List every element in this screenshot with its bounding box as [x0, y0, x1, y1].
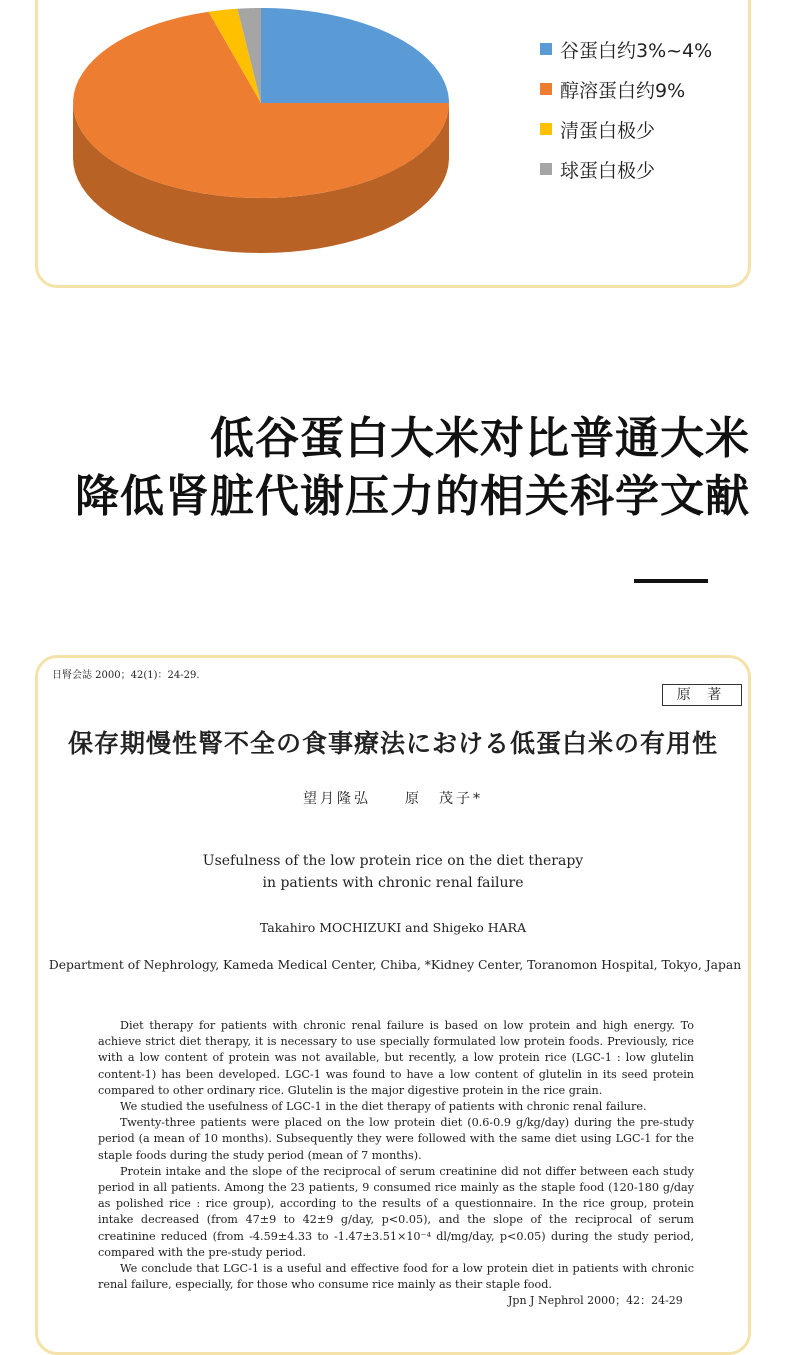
- japanese-authors: 望月隆弘 原 茂子*: [303, 791, 483, 807]
- legend-label: 清蛋白极少: [560, 119, 656, 142]
- pie-slice-glutelin: [261, 8, 449, 103]
- english-title-line-1: Usefulness of the low protein rice on the diet therapy: [202, 853, 584, 869]
- pie-legend: [540, 29, 712, 189]
- abstract-paragraph: We conclude that LGC-1 is a useful and effective food for a low protein diet in patients with chronic renal failure, especially, for those who consume rice mainly as their staple food.: [98, 1262, 694, 1292]
- journal-reference: 日腎会誌 2000；42(1)：24-29.: [52, 670, 200, 681]
- article-type-label: 原 著: [662, 684, 742, 706]
- abstract-paragraph: Protein intake and the slope of the reciprocal of serum creatinine did not differ between each study period in all patients. Among the 23 patients, 9 consumed rice mainly as the staple food (120-180 g/day as polished rice : rice group), according to the results of a questionnaire. In the rice group, protein intake decreased (from 47±9 to 42±9 g/day, p<0.05), and the slope of the reciprocal of serum creatinine reduced (from -4.59±4.33 to -1.47±3.51×10⁻⁴ dl/mg/day, p<0.05) during the study period, compared with the pre-study period.: [98, 1164, 694, 1259]
- english-title: [38, 850, 748, 894]
- legend-item-globulin: [540, 149, 712, 189]
- abstract-paragraph: Diet therapy for patients with chronic renal failure is based on low protein and high energy. To achieve strict diet therapy, it is necessary to use specially formulated low protein foods. Previously, rice with a low content of protein was not available, but recently, a low protein rice (LGC-1 : low glutelin content-1) has been developed. LGC-1 was found to have a low content of glutelin in its seed protein compared to other ordinary rice. Glutelin is the major digestive protein in the rice grain.: [98, 1019, 694, 1097]
- legend-swatch: [540, 123, 552, 135]
- legend-item-albumin: [540, 109, 712, 149]
- abstract-paragraph: We studied the usefulness of LGC-1 in the diet therapy of patients with chronic renal failure.: [120, 1100, 647, 1114]
- abstract: [98, 1018, 694, 1293]
- english-authors: Takahiro MOCHIZUKI and Shigeko HARA: [259, 920, 527, 935]
- legend-label: 谷蛋白约3%~4%: [560, 39, 713, 62]
- paper-card: [35, 655, 751, 1355]
- legend-swatch: [540, 43, 552, 55]
- legend-item-prolamin: [540, 69, 712, 109]
- abstract-paragraph: Twenty-three patients were placed on the low protein diet (0.6-0.9 g/kg/day) during the pre-study period (a mean of 10 months). Subsequently they were followed with the same diet using LGC-1 for the staple foods during the study period (mean of 7 months).: [98, 1116, 694, 1162]
- legend-label: 醇溶蛋白约9%: [560, 79, 686, 102]
- legend-item-glutelin: [540, 29, 712, 69]
- japanese-title: 保存期慢性腎不全の食事療法における低蛋白米の有用性: [67, 729, 718, 758]
- affiliation: Department of Nephrology, Kameda Medical Center, Chiba, *Kidney Center, Toranomon Hospital, Tokyo, Japan: [48, 958, 742, 972]
- pie-chart-card: [35, 0, 751, 288]
- headline-line-2: 降低肾脏代谢压力的相关科学文献: [75, 471, 750, 522]
- legend-label: 球蛋白极少: [560, 159, 656, 182]
- legend-swatch: [540, 83, 552, 95]
- english-title-line-2: in patients with chronic renal failure: [262, 875, 524, 891]
- headline-line-1: 低谷蛋白大米对比普通大米: [210, 413, 750, 464]
- citation-footer: Jpn J Nephrol 2000；42：24-29: [508, 1294, 683, 1307]
- legend-swatch: [540, 163, 552, 175]
- divider-bar: [634, 579, 708, 583]
